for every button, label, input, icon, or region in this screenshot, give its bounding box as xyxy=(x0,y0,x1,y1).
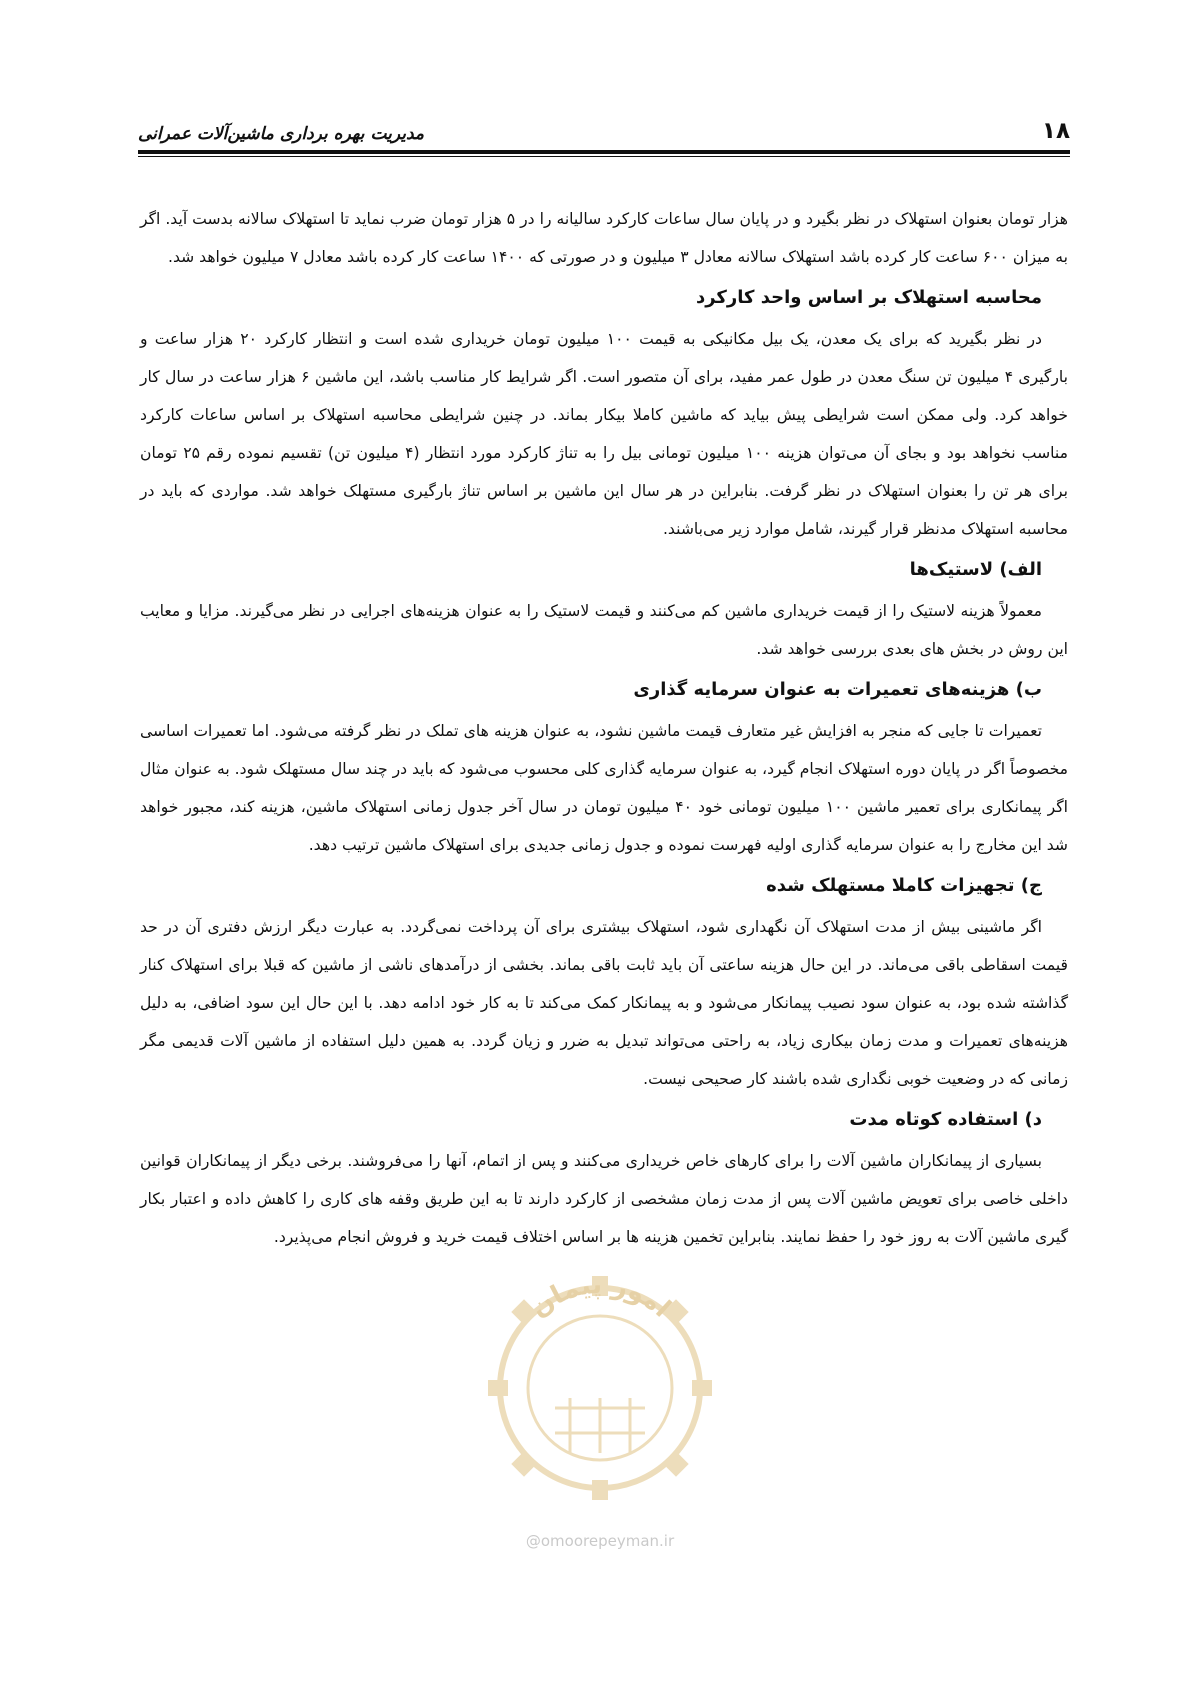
page-number: ۱۸ xyxy=(1041,118,1070,144)
watermark-logo-text: امور پیمان xyxy=(524,1269,677,1324)
header-rule-thin xyxy=(138,156,1070,157)
section-heading-depreciated-equipment: ج) تجهیزات کاملا مستهلک شده xyxy=(766,875,1042,896)
watermark-url: @omoorepeyman.ir xyxy=(525,1532,675,1550)
header-rule-thick xyxy=(138,150,1070,154)
page-header xyxy=(138,118,1070,154)
section-paragraph-tires: معمولاً هزینه لاستیک را از قیمت خریداری ماشین کم می‌کنند و قیمت لاستیک را به عنوان هزینه‌های اجرایی در نظر می‌گیرند. مزایا و معایب این روش در بخش های بعدی بررسی خواهد شد. xyxy=(140,602,1068,658)
intro-paragraph: هزار تومان بعنوان استهلاک در نظر بگیرد و در پایان سال ساعات کارکرد سالیانه را در ۵ هزار تومان ضرب نماید تا استهلاک سالانه بدست آید. اگر به میزان ۶۰۰ ساعت کار کرده باشد استهلاک سالانه معادل ۳ میلیون و در صورتی که ۱۴۰۰ ساعت کار کرده باشد معادل ۷ میلیون خواهد شد. xyxy=(140,210,1069,266)
watermark-gear-logo-icon xyxy=(470,1258,730,1528)
running-title: مدیریت بهره برداری ماشین‌آلات عمرانی xyxy=(138,124,425,144)
section-heading-unit-depreciation: محاسبه استهلاک بر اساس واحد کارکرد xyxy=(695,287,1042,308)
section-heading-repairs: ب) هزینه‌های تعمیرات به عنوان سرمایه گذاری xyxy=(633,679,1042,700)
section-heading-tires: الف) لاستیک‌ها xyxy=(909,559,1042,580)
section-paragraph-unit-depreciation: در نظر بگیرید که برای یک معدن، یک بیل مکانیکی به قیمت ۱۰۰ میلیون تومان خریداری شده است و انتظار کارکرد ۲۰ هزار ساعت و بارگیری ۴ میلیون تن سنگ معدن در طول عمر مفید، برای آن متصور است. اگر شرایط کار مناسب باشد، این ماشین ۶ هزار ساعت در سال کار خواهد کرد. ولی ممکن است شرایطی پیش بیاید که ماشین کاملا بیکار بماند. در چنین شرایطی محاسبه استهلاک بر اساس ساعات کارکرد مناسب نخواهد بود و بجای آن می‌توان هزینه ۱۰۰ میلیون تومانی بیل را به تناژ کارکرد مورد انتظار (۴ میلیون تن) تقسیم نموده رقم ۲۵ تومان برای هر تن را بعنوان استهلاک در نظر گرفت. بنابراین در هر سال این ماشین بر اساس تناژ بارگیری مستهلک خواهد شد. مواردی که باید در محاسبه استهلاک مدنظر قرار گیرند، شامل موارد زیر می‌باشند. xyxy=(140,330,1068,538)
svg-text:امور پیمان xyxy=(525,1270,677,1324)
section-heading-short-term-use: د) استفاده کوتاه مدت xyxy=(849,1109,1042,1130)
section-paragraph-short-term-use: بسیاری از پیمانکاران ماشین آلات را برای کارهای خاص خریداری می‌کنند و پس از اتمام، آنها را می‌فروشند. برخی دیگر از پیمانکاران قوانین داخلی خاصی برای تعویض ماشین آلات پس از مدت زمان مشخصی از کارکرد دارند تا به این طریق وقفه های کاری را کاهش داده و اعتبار بکار گیری ماشین آلات به روز خود را حفظ نمایند. بنابراین تخمین هزینه ها بر اساس اختلاف قیمت خرید و فروش انجام می‌پذیرد. xyxy=(140,1152,1068,1246)
body-text xyxy=(140,200,1068,1256)
section-paragraph-depreciated-equipment: اگر ماشینی بیش از مدت استهلاک آن نگهداری شود، استهلاک بیشتری برای آن پرداخت نمی‌گردد. به عبارت دیگر ارزش دفتری آن در حد قیمت اسقاطی باقی می‌ماند. در این حال هزینه ساعتی آن باید ثابت باقی بماند. بخشی از درآمدهای ناشی از ماشین که قبلا برای استهلاک کنار گذاشته شده بود، به عنوان سود نصیب پیمانکار می‌شود و به پیمانکار کمک می‌کند تا به کار خود ادامه دهد. با این حال این سود اضافی، به دلیل هزینه‌های تعمیرات و مدت زمان بیکاری زیاد، به راحتی می‌تواند تبدیل به ضرر و زیان گردد. به همین دلیل استفاده از ماشین آلات قدیمی مگر زمانی که در وضعیت خوبی نگداری شده باشند کار صحیحی نیست. xyxy=(140,918,1068,1088)
watermark xyxy=(470,1258,730,1558)
section-paragraph-repairs: تعمیرات تا جایی که منجر به افزایش غیر متعارف قیمت ماشین نشود، به عنوان هزینه های تملک در نظر گرفته می‌شود. اما تعمیرات اساسی مخصوصاً اگر در پایان دوره استهلاک انجام گیرد، به عنوان سرمایه گذاری کلی محسوب می‌شود که باید در چند سال مستهلک شود. به عنوان مثال اگر پیمانکاری برای تعمیر ماشین ۱۰۰ میلیون تومانی خود ۴۰ میلیون تومان در سال آخر جدول زمانی استهلاک ماشین، هزینه کند، مجبور خواهد شد این مخارج را به عنوان سرمایه گذاری اولیه فهرست نموده و جدول زمانی جدیدی برای استهلاک ماشین ترتیب دهد. xyxy=(140,722,1068,854)
